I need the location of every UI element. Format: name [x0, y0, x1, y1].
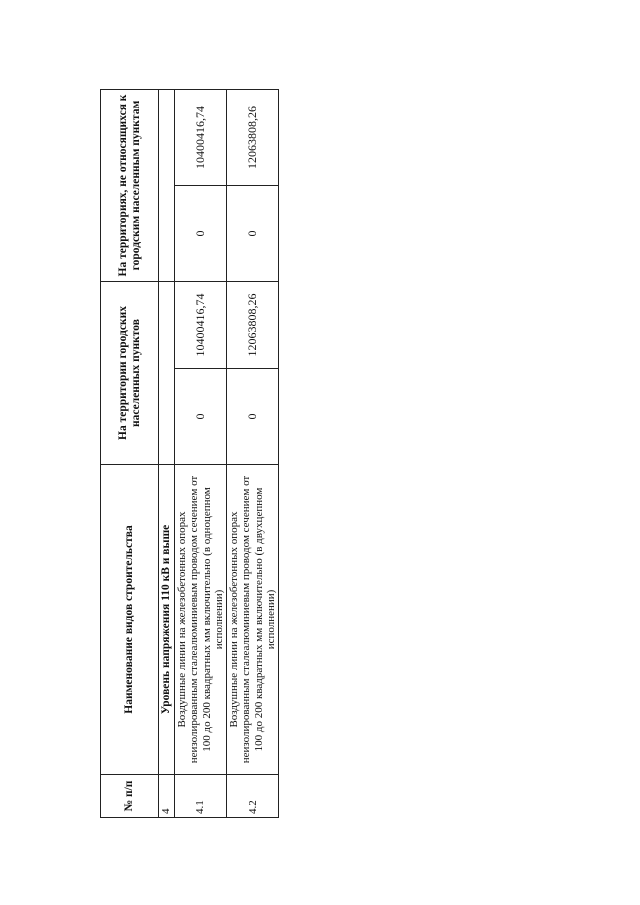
- table-header-row: [101, 90, 159, 818]
- header-urban: На территории городских населенных пунктов: [101, 282, 159, 465]
- section-title: Уровень напряжения 110 кВ и выше: [159, 465, 175, 775]
- table-row: [227, 90, 279, 818]
- row-number: 4.2: [227, 775, 279, 818]
- row-non-urban-a: 0: [227, 186, 279, 282]
- table-row: [174, 90, 226, 818]
- section-empty-urban: [159, 282, 175, 465]
- row-name: Воздушные линии на железобетонных опорах неизолированным сталеалюминиевым проводом сечением от 100 до 200 квадратных мм включительно (в двухцепном исполнении): [227, 465, 279, 775]
- row-non-urban-b: 12063808,26: [227, 90, 279, 186]
- row-non-urban-b: 10400416,74: [174, 90, 226, 186]
- header-name: Наименование видов строительства: [101, 465, 159, 775]
- section-empty-non-urban: [159, 90, 175, 282]
- row-urban-a: 0: [174, 369, 226, 465]
- row-urban-b: 12063808,26: [227, 282, 279, 369]
- section-number: 4: [159, 775, 175, 818]
- row-name: Воздушные линии на железобетонных опорах неизолированным сталеалюминиевым проводом сечением от 100 до 200 квадратных мм включительно (в одноцепном исполнении): [174, 465, 226, 775]
- header-number: № п/п: [101, 775, 159, 818]
- header-non-urban: На территориях, не относящихся к городским населенным пунктам: [101, 90, 159, 282]
- construction-cost-table: [100, 89, 279, 818]
- section-row: [159, 90, 175, 818]
- row-number: 4.1: [174, 775, 226, 818]
- row-non-urban-a: 0: [174, 186, 226, 282]
- row-urban-a: 0: [227, 369, 279, 465]
- rotated-table-page: [100, 90, 277, 818]
- row-urban-b: 10400416,74: [174, 282, 226, 369]
